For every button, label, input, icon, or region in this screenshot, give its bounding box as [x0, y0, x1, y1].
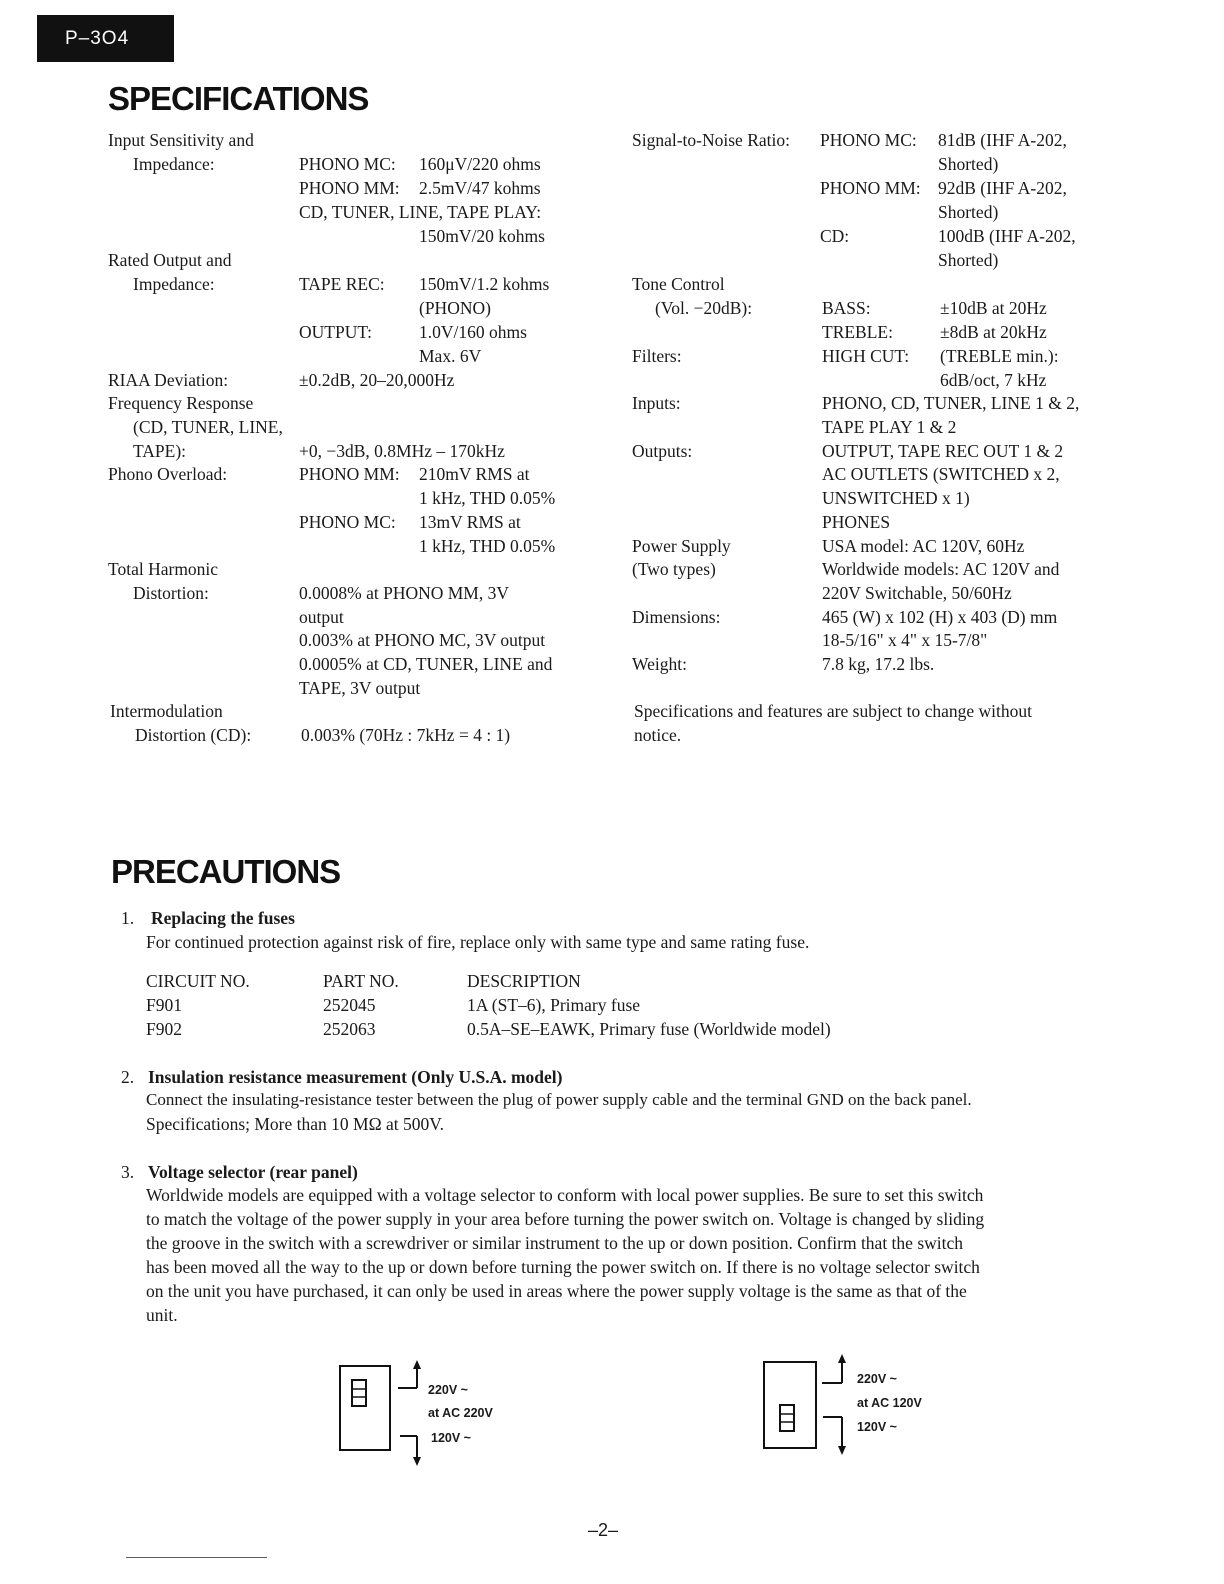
dimensions-value: 465 (W) x 102 (H) x 403 (D) mm	[822, 607, 1058, 627]
switch-housing	[340, 1366, 390, 1450]
output-value-2: Max. 6V	[419, 346, 482, 366]
overload-mm-key: PHONO MM:	[299, 464, 400, 484]
phono-mm-key: PHONO MM:	[299, 178, 400, 198]
riaa-value: ±0.2dB, 20–20,000Hz	[299, 370, 455, 390]
high-cut-value-2: 6dB/oct, 7 kHz	[940, 370, 1047, 390]
item-1-text: For continued protection against risk of fire, replace only with same type and same rating fuse.	[146, 932, 810, 952]
item-2-text: Connect the insulating-resistance tester between the plug of power supply cable and the terminal GND on the back panel.	[146, 1090, 972, 1109]
item-3-line-3: the groove in the switch with a screwdriver or similar instrument to the up or down position. Confirm that the switch	[146, 1233, 964, 1253]
snr-cd-key: CD:	[820, 226, 850, 246]
filters-label: Filters:	[632, 346, 682, 366]
fuse-header-part: PART NO.	[323, 971, 399, 991]
switch-left-120v-label: 120V ~	[431, 1431, 471, 1445]
overload-mm-value: 210mV RMS at	[419, 464, 530, 484]
snr-cd-value: 100dB (IHF A-202,	[938, 226, 1076, 246]
footer-rule	[126, 1557, 267, 1558]
fuse-header-description: DESCRIPTION	[467, 971, 581, 991]
high-cut-value: (TREBLE min.):	[940, 346, 1059, 366]
inputs-value-2: TAPE PLAY 1 & 2	[822, 417, 957, 437]
fuse-row-2-circuit: F902	[146, 1019, 182, 1039]
rated-output-label-2: Impedance:	[133, 274, 215, 294]
snr-mm-value-2: Shorted)	[938, 202, 999, 222]
inputs-label: Inputs:	[632, 393, 681, 413]
freq-response-label-2: (CD, TUNER, LINE,	[133, 417, 283, 437]
snr-mm-value: 92dB (IHF A-202,	[938, 178, 1067, 198]
power-supply-label: Power Supply	[632, 536, 731, 556]
tone-control-label: Tone Control	[632, 274, 725, 294]
switch-left-220v-label: 220V ~	[428, 1383, 468, 1397]
voltage-switch-220v-diagram	[336, 1360, 436, 1470]
item-3-line-2: to match the voltage of the power supply in your area before turning the power switch on. Voltage is changed by sliding	[146, 1209, 985, 1229]
phono-mc-value: 160μV/220 ohms	[419, 154, 541, 174]
item-3-number: 3.	[121, 1162, 135, 1182]
high-cut-key: HIGH CUT:	[822, 346, 910, 366]
dimensions-value-2: 18-5/16" x 4" x 15-7/8"	[822, 630, 988, 650]
fuse-row-2-part: 252063	[323, 1019, 376, 1039]
thd-value-3: 0.003% at PHONO MC, 3V output	[299, 630, 546, 650]
fuse-header-circuit: CIRCUIT NO.	[146, 971, 250, 991]
snr-cd-value-2: Shorted)	[938, 250, 999, 270]
switch-right-120v-label: 120V ~	[857, 1420, 897, 1434]
thd-label: Total Harmonic	[108, 559, 219, 579]
riaa-label: RIAA Deviation:	[108, 370, 229, 390]
tape-rec-value-2: (PHONO)	[419, 298, 491, 318]
switch-right-setting-label: at AC 120V	[857, 1396, 922, 1410]
item-3-line-1: Worldwide models are equipped with a voltage selector to conform with local power supplies. Be sure to set this switch	[146, 1185, 984, 1205]
item-2-heading: Insulation resistance measurement (Only U.S.A. model)	[148, 1067, 563, 1087]
freq-response-label-3: TAPE):	[133, 441, 187, 461]
outputs-value: OUTPUT, TAPE REC OUT 1 & 2	[822, 441, 1064, 461]
outputs-label: Outputs:	[632, 441, 693, 461]
dimensions-label: Dimensions:	[632, 607, 721, 627]
cd-tuner-line-value: 150mV/20 kohms	[419, 226, 545, 246]
weight-value: 7.8 kg, 17.2 lbs.	[822, 654, 935, 674]
item-3-line-5: on the unit you have purchased, it can only be used in areas where the power supply voltage is the same as that of the	[146, 1281, 967, 1301]
overload-mc-key: PHONO MC:	[299, 512, 396, 532]
thd-value-2: output	[299, 607, 344, 627]
input-sensitivity-label: Input Sensitivity and	[108, 130, 254, 150]
specifications-title: SPECIFICATIONS	[108, 80, 369, 117]
cd-tuner-line-key: CD, TUNER, LINE, TAPE PLAY:	[299, 202, 542, 222]
item-1-number: 1.	[121, 908, 135, 928]
phono-mc-key: PHONO MC:	[299, 154, 396, 174]
snr-mm-key: PHONO MM:	[820, 178, 921, 198]
imd-value: 0.003% (70Hz : 7kHz = 4 : 1)	[301, 725, 511, 745]
snr-mc-value-2: Shorted)	[938, 154, 999, 174]
imd-label-2: Distortion (CD):	[135, 725, 252, 745]
output-value: 1.0V/160 ohms	[419, 322, 527, 342]
fuse-row-1-description: 1A (ST–6), Primary fuse	[467, 995, 641, 1015]
freq-response-value: +0, −3dB, 0.8MHz – 170kHz	[299, 441, 505, 461]
precautions-title: PRECAUTIONS	[111, 853, 341, 890]
power-supply-value: USA model: AC 120V, 60Hz	[822, 536, 1025, 556]
notice-text: Specifications and features are subject to change without	[634, 701, 1032, 721]
overload-mc-value-2: 1 kHz, THD 0.05%	[419, 536, 556, 556]
phono-mm-value: 2.5mV/47 kohms	[419, 178, 541, 198]
thd-value-4: 0.0005% at CD, TUNER, LINE and	[299, 654, 553, 674]
snr-mc-key: PHONO MC:	[820, 130, 917, 150]
imd-label: Intermodulation	[110, 701, 223, 721]
output-key: OUTPUT:	[299, 322, 373, 342]
treble-value: ±8dB at 20kHz	[940, 322, 1047, 342]
page-number: –2–	[588, 1520, 619, 1540]
inputs-value: PHONO, CD, TUNER, LINE 1 & 2,	[822, 393, 1080, 413]
weight-label: Weight:	[632, 654, 687, 674]
snr-mc-value: 81dB (IHF A-202,	[938, 130, 1067, 150]
power-supply-label-2: (Two types)	[632, 559, 716, 579]
input-sensitivity-label-2: Impedance:	[133, 154, 215, 174]
tape-rec-key: TAPE REC:	[299, 274, 385, 294]
power-supply-value-3: 220V Switchable, 50/60Hz	[822, 583, 1012, 603]
item-3-line-6: unit.	[146, 1305, 178, 1325]
notice-text-2: notice.	[634, 725, 682, 745]
fuse-row-1-part: 252045	[323, 995, 376, 1015]
model-number-tag	[37, 15, 174, 62]
tone-control-label-2: (Vol. −20dB):	[655, 298, 753, 318]
fuse-row-2-description: 0.5A–SE–EAWK, Primary fuse (Worldwide model)	[467, 1019, 831, 1039]
thd-value-1: 0.0008% at PHONO MM, 3V	[299, 583, 509, 603]
model-number: P–3O4	[65, 27, 130, 49]
switch-right-220v-label: 220V ~	[857, 1372, 897, 1386]
treble-key: TREBLE:	[822, 322, 893, 342]
snr-label: Signal-to-Noise Ratio:	[632, 130, 790, 150]
bass-key: BASS:	[822, 298, 871, 318]
switch-slider	[352, 1380, 366, 1406]
switch-slider	[780, 1405, 794, 1431]
outputs-value-3: UNSWITCHED x 1)	[822, 488, 970, 508]
overload-mm-value-2: 1 kHz, THD 0.05%	[419, 488, 556, 508]
thd-value-5: TAPE, 3V output	[299, 678, 421, 698]
item-3-line-4: has been moved all the way to the up or down before turning the power switch on. If there is no voltage selector switch	[146, 1257, 980, 1277]
item-2-number: 2.	[121, 1067, 135, 1087]
item-3-heading: Voltage selector (rear panel)	[148, 1162, 358, 1182]
voltage-switch-120v-diagram	[760, 1352, 860, 1462]
item-1-heading: Replacing the fuses	[151, 908, 295, 928]
bass-value: ±10dB at 20Hz	[940, 298, 1047, 318]
fuse-row-1-circuit: F901	[146, 995, 182, 1015]
phono-overload-label: Phono Overload:	[108, 464, 228, 484]
tape-rec-value: 150mV/1.2 kohms	[419, 274, 550, 294]
outputs-value-2: AC OUTLETS (SWITCHED x 2,	[822, 464, 1060, 484]
switch-left-setting-label: at AC 220V	[428, 1406, 493, 1420]
thd-label-2: Distortion:	[133, 583, 209, 603]
power-supply-value-2: Worldwide models: AC 120V and	[822, 559, 1060, 579]
rated-output-label: Rated Output and	[108, 250, 232, 270]
item-2-spec: Specifications; More than 10 MΩ at 500V.	[146, 1114, 444, 1134]
freq-response-label: Frequency Response	[108, 393, 254, 413]
outputs-value-4: PHONES	[822, 512, 891, 532]
overload-mc-value: 13mV RMS at	[419, 512, 521, 532]
